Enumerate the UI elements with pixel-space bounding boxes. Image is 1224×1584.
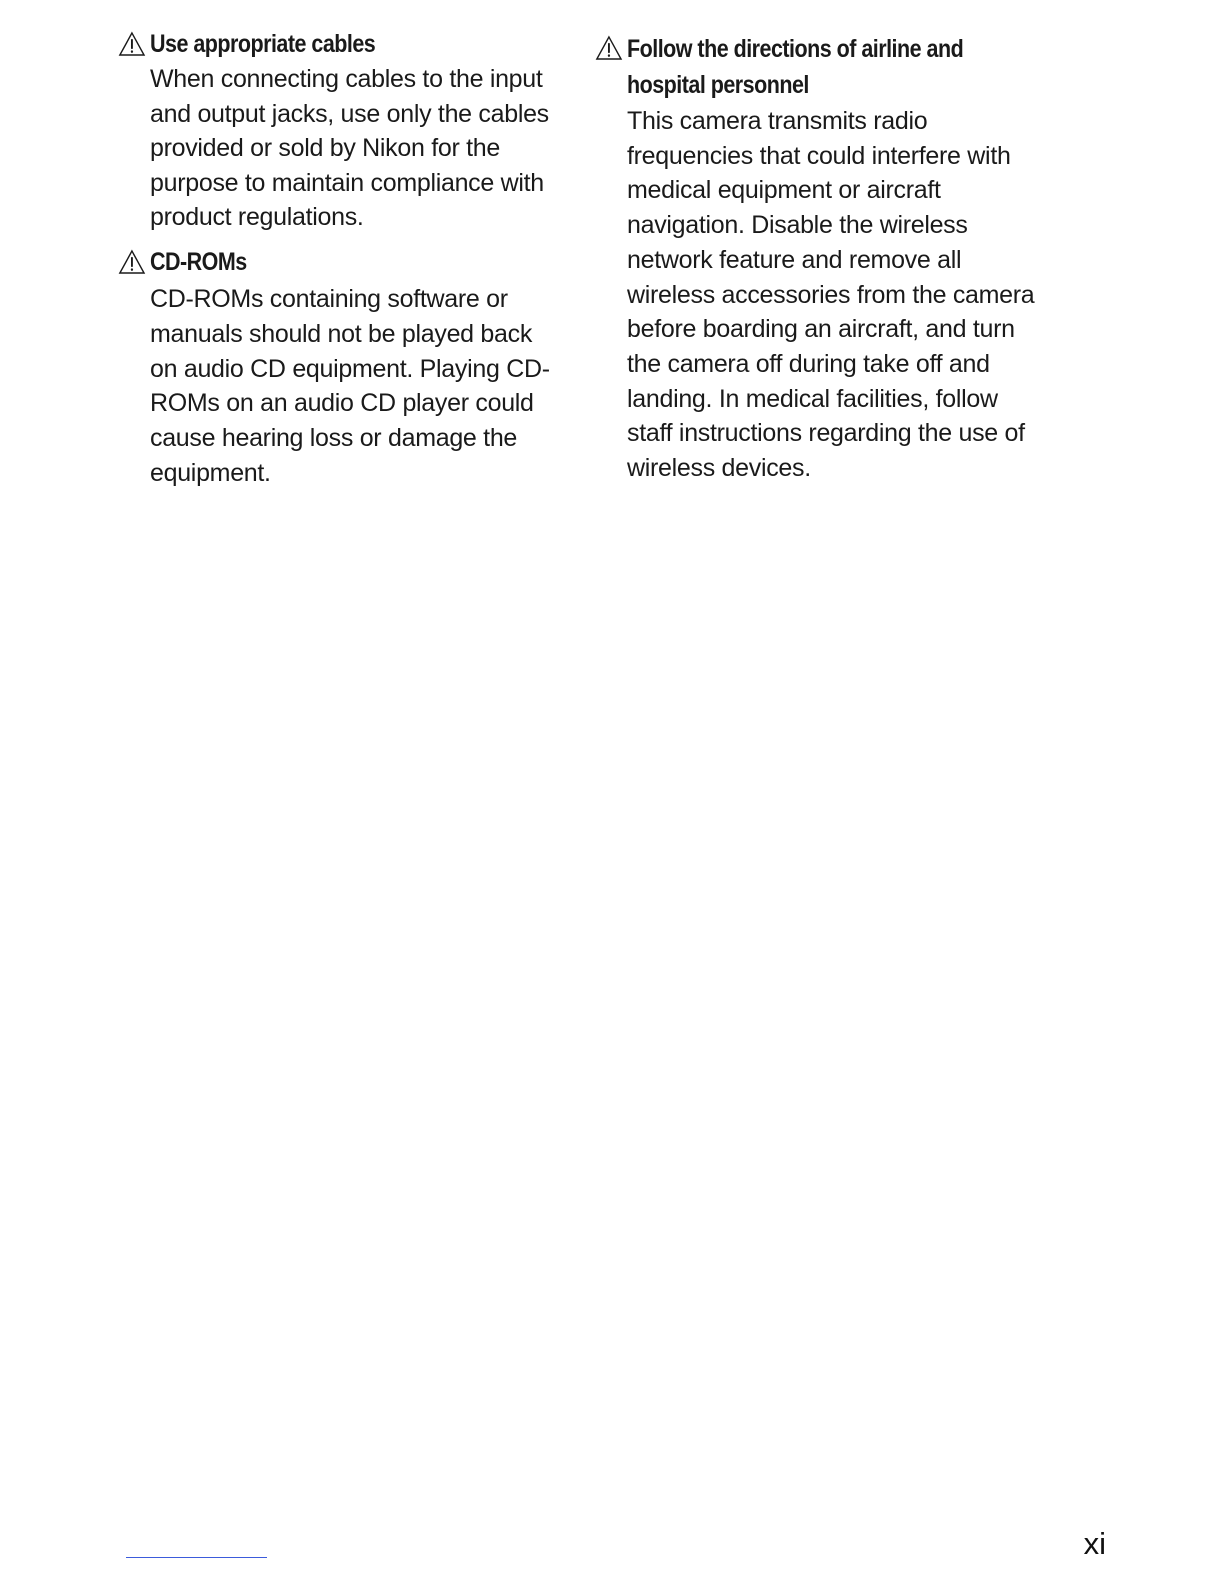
section-title-line-2: hospital personnel — [627, 70, 809, 99]
section-airline-hospital-personnel — [627, 32, 1067, 486]
section-title-line-1: Follow the directions of airline and — [627, 35, 964, 63]
warning-triangle-icon — [595, 35, 623, 61]
section-body-text: When connecting cables to the input and output jacks, use only the cables provided or sold by Nikon for the purpose to maintain compliance with product regulations. — [150, 65, 549, 232]
section-heading — [150, 27, 520, 62]
section-title: CD-ROMs — [150, 248, 247, 276]
section-use-appropriate-cables — [150, 27, 580, 235]
section-body-text: CD-ROMs containing software or manuals should not be played back on audio CD equipment. Playing CD- ROMs on an audio CD player could cause hearing loss or damage the equipment. — [150, 285, 550, 487]
page-number: xi — [1083, 1526, 1106, 1561]
section-cd-roms — [150, 245, 580, 491]
warning-triangle-icon — [118, 249, 146, 275]
warning-triangle-icon — [118, 31, 146, 57]
section-heading — [150, 245, 520, 280]
section-title: Use appropriate cables — [150, 30, 376, 58]
section-body-text: This camera transmits radio frequencies that could interfere with medical equipment or aircraft navigation. Disable the wireless network feature and remove all wireless accessories from the camera before boarding an aircraft, and turn the camera off during take off and landing. In medical facilities, follow staff instructions regarding the use of wireless devices. — [627, 107, 1035, 483]
section-heading — [627, 32, 1005, 103]
footer-rule — [126, 1557, 267, 1558]
